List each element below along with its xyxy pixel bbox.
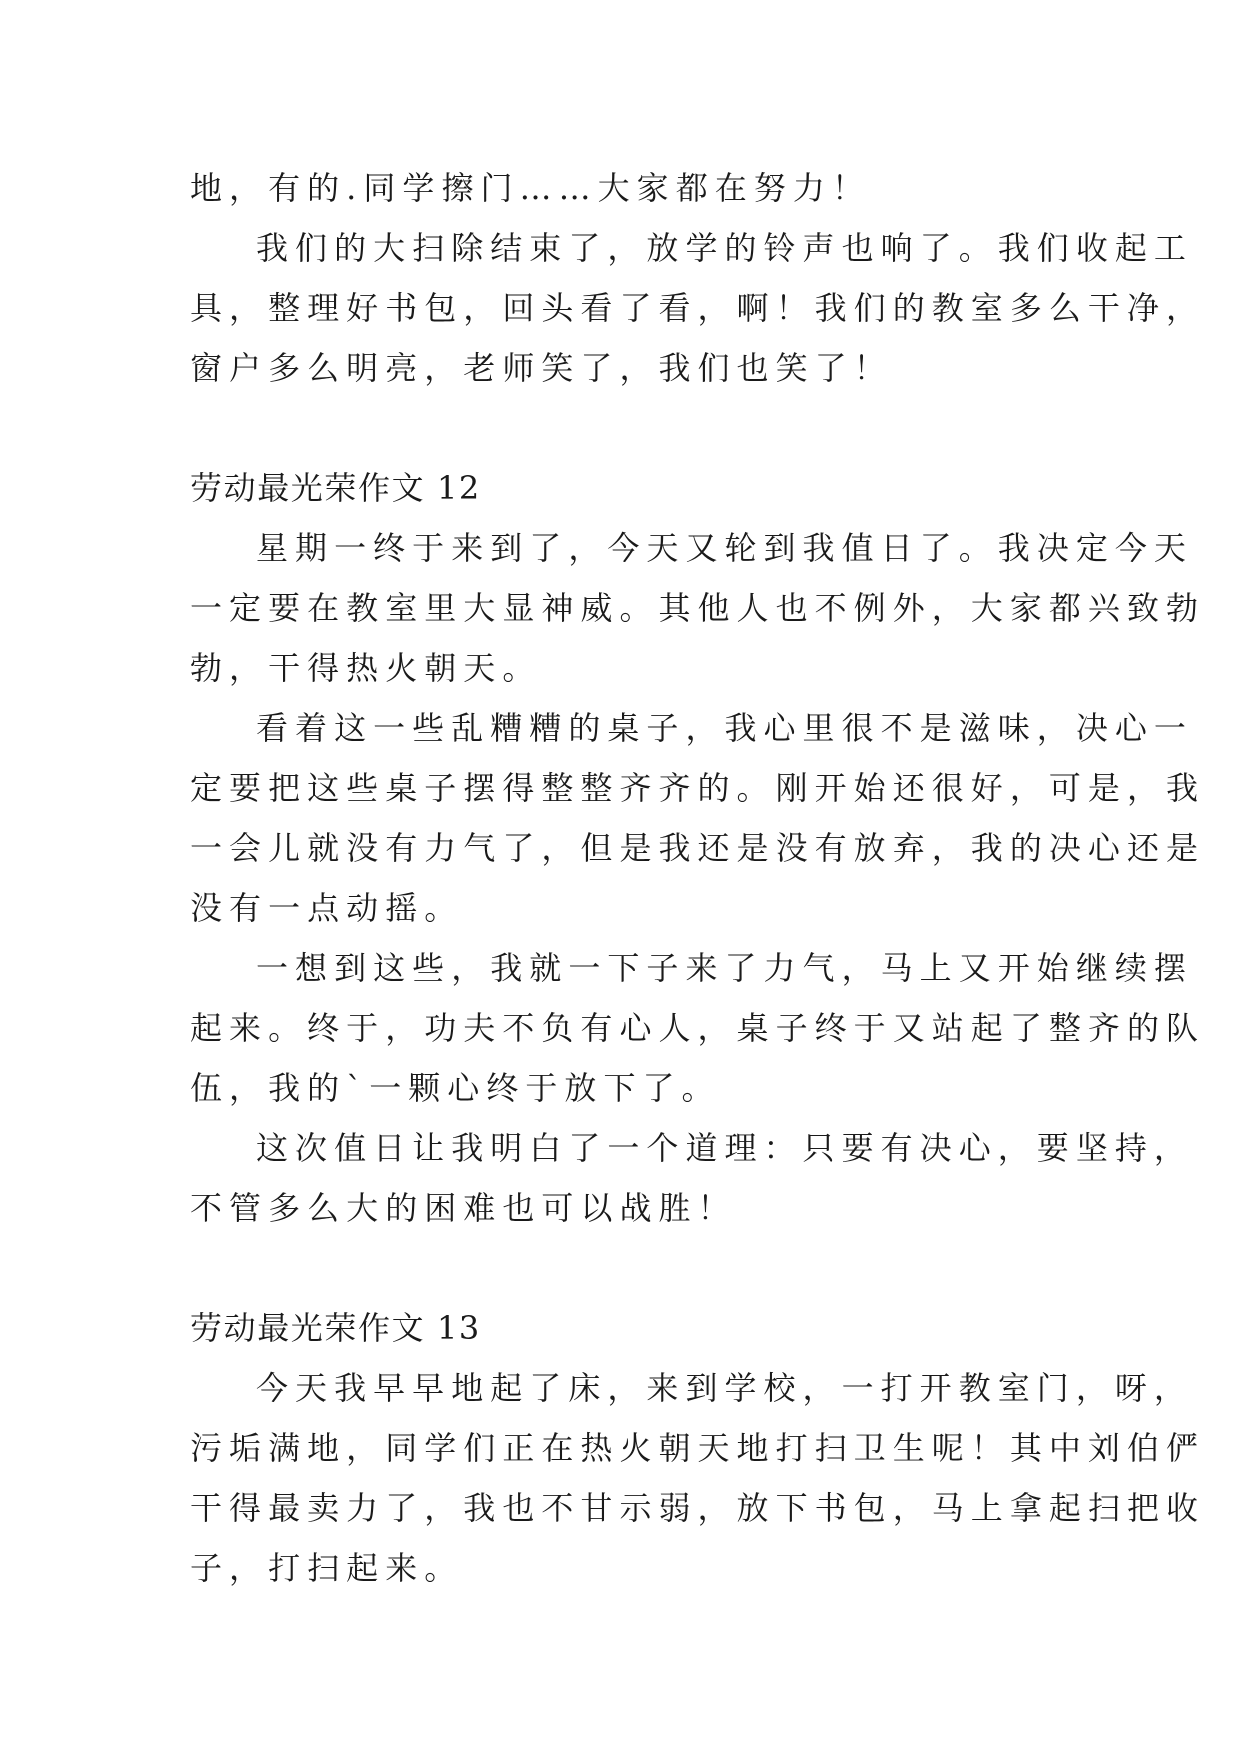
paragraph-line: 定要把这些桌子摆得整整齐齐的。刚开始还很好，可是，我 xyxy=(190,769,1206,807)
paragraph-line: 一会儿就没有力气了，但是我还是没有放弃，我的决心还是 xyxy=(190,829,1206,867)
section-spacer xyxy=(190,1238,1070,1298)
paragraph-line: 污垢满地，同学们正在热火朝天地打扫卫生呢！其中刘伯俨 xyxy=(190,1429,1206,1467)
paragraph-line: 看着这一些乱糟糟的桌子，我心里很不是滋味，决心一 xyxy=(256,709,1193,747)
paragraph-line: 星期一终于来到了，今天又轮到我值日了。我决定今天 xyxy=(256,529,1193,567)
paragraph-line: 没有一点动摇。 xyxy=(190,889,464,927)
section-heading: 劳动最光荣作文 12 xyxy=(190,469,481,507)
section-heading: 劳动最光荣作文 13 xyxy=(190,1309,481,1347)
paragraph-line: 我们的大扫除结束了，放学的铃声也响了。我们收起工 xyxy=(256,229,1193,267)
document-body xyxy=(190,158,1206,1598)
paragraph-line: 勃，干得热火朝天。 xyxy=(190,649,542,687)
section-spacer xyxy=(190,398,1070,458)
paragraph-line: 窗户多么明亮，老师笑了，我们也笑了！ xyxy=(190,349,893,387)
paragraph-line: 不管多么大的困难也可以战胜！ xyxy=(190,1189,737,1227)
paragraph-line: 具，整理好书包，回头看了看，啊！我们的教室多么干净， xyxy=(190,289,1206,327)
paragraph-line: 干得最卖力了，我也不甘示弱，放下书包，马上拿起扫把收 xyxy=(190,1489,1206,1527)
paragraph-line: 一想到这些，我就一下子来了力气，马上又开始继续摆 xyxy=(256,949,1193,987)
paragraph-line: 一定要在教室里大显神威。其他人也不例外，大家都兴致勃 xyxy=(190,589,1206,627)
paragraph-line: 今天我早早地起了床，来到学校，一打开教室门，呀， xyxy=(256,1369,1193,1407)
paragraph-line: 地，有的.同学擦门……大家都在努力！ xyxy=(190,169,871,207)
paragraph-line: 这次值日让我明白了一个道理：只要有决心，要坚持， xyxy=(256,1129,1193,1167)
paragraph-line: 伍，我的`一颗心终于放下了。 xyxy=(190,1069,721,1107)
paragraph-line: 子，打扫起来。 xyxy=(190,1549,464,1587)
paragraph-line: 起来。终于，功夫不负有心人，桌子终于又站起了整齐的队 xyxy=(190,1009,1206,1047)
